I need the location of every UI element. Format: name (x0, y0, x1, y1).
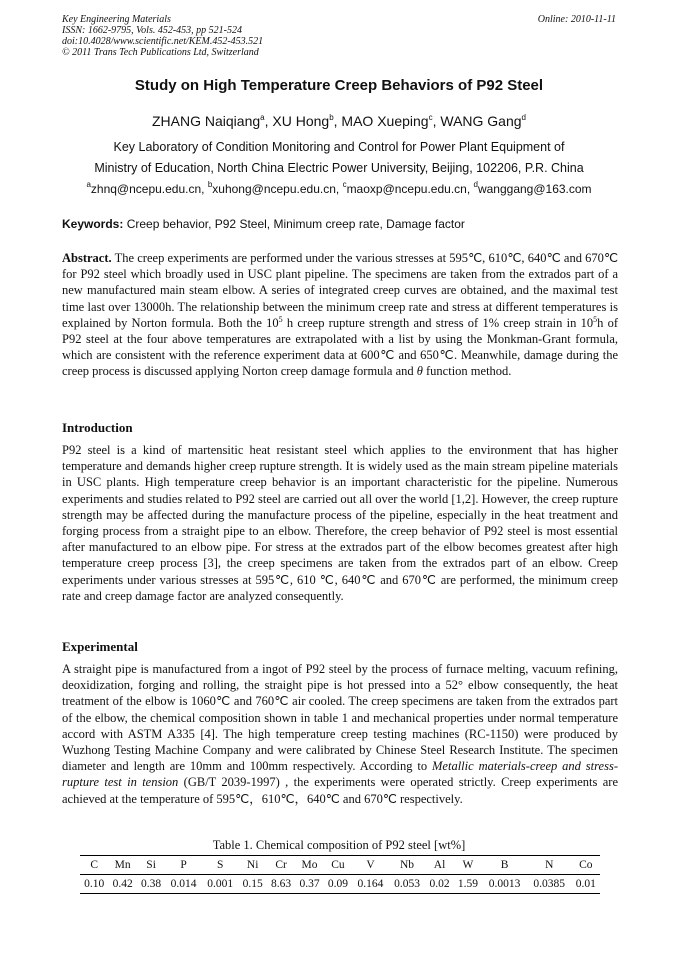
table-cell: 0.0013 (488, 878, 521, 890)
affiliation-line-2: Ministry of Education, North China Electric Power University, Beijing, 102206, P.R. China (94, 161, 584, 175)
email-address: xuhong@ncepu.edu.cn (212, 182, 336, 196)
email-separator: , (335, 182, 343, 196)
table-header-cell: Si (146, 859, 156, 871)
author-name: XU Hong (272, 113, 330, 129)
table-caption: Table 1. Chemical composition of P92 steel [wt%] (212, 838, 466, 852)
standard-title: Metallic materials-creep and stress-rupture test in tension (62, 759, 618, 790)
abstract-text: function method. (422, 364, 512, 379)
table-header-cell: Cr (275, 859, 287, 871)
experimental-text-part: (GB/T 2039-1997) , the experiments were operated strictly. Creep experiments are achieved at the temperature of 595℃，610℃，640℃ and 670℃ respectively. (62, 775, 619, 806)
author-separator: , (264, 113, 273, 129)
email-marker: b (207, 180, 213, 189)
table-header-cell: B (500, 859, 509, 871)
table-cell: 0.38 (141, 878, 162, 890)
table-header-cell: Mn (114, 859, 131, 871)
theta-symbol: θ (416, 364, 423, 379)
table-cell: 8.63 (271, 878, 292, 890)
table-cell: 0.001 (207, 878, 234, 890)
table-row (80, 875, 600, 894)
author-name: ZHANG Naiqiang (151, 113, 261, 129)
table-header-cell: Mo (301, 859, 318, 871)
experimental-text (62, 661, 618, 807)
keywords (62, 217, 618, 231)
email-address: zhnq@ncepu.edu.cn (90, 182, 202, 196)
table-header-cell: Al (433, 859, 446, 871)
table-cell: 0.09 (327, 878, 349, 890)
email-separator: , (201, 182, 208, 196)
table-cell: 0.0385 (533, 878, 566, 890)
email-address: maoxp@ncepu.edu.cn (346, 182, 467, 196)
email-marker: a (86, 180, 91, 189)
email-marker: c (342, 180, 347, 189)
affiliation-line-1: Key Laboratory of Condition Monitoring and Control for Power Plant Equipment of (113, 140, 565, 154)
journal-name: Key Engineering Materials (62, 14, 171, 25)
table-header-cell: C (90, 859, 99, 871)
table-cell: 0.01 (575, 878, 596, 890)
table-cell: 0.053 (394, 878, 420, 890)
author-marker: d (521, 113, 526, 122)
table-header-cell: Co (579, 859, 593, 871)
table-header-cell: N (545, 859, 554, 871)
table-cell: 0.164 (357, 878, 384, 890)
issn-line: ISSN: 1662-9795, Vols. 452-453, pp 521-524 (62, 25, 242, 36)
author-list (0, 113, 678, 129)
abstract-text: The creep experiments are performed under the various stresses at 595℃, 610℃, 640℃ and 670℃ for P92 steel which broadly used in USC plant pipeline. The specimens are taken from the extrados part of a new manufactured main steam elbow. A series of integrated creep curves are obtained, and the maximal test time last over 13000h. The relationship between the minimum creep rate and stress at different temperatures is explained by Norton formula. Both the 10 (62, 251, 618, 330)
introduction-text: P92 steel is a kind of martensitic heat resistant steel which applies to the environment that has higher temperature and demands higher creep rupture strength. It is widely used as the main stream pipeline materials in USC plants. High temperature creep behavior is an important characteristic for the pipeline. Numerous experiments and studies related to P92 steel are carried out all over the world [1,2]. However, the creep rupture strength may be affected during the manufacture process of the pipeline, especially in the heat treatment and forging process from a straight pipe to an elbow. Therefore, the creep behavior of P92 steel is most essential after manufactured to an elbow pipe. For stress at the extrados part of the elbow becomes greatest after high temperature creep process [3], the creep specimens are taken from the extrados part of an elbow. Creep experiments under various stresses at 595℃, 610 ℃, 640℃ and 670℃ are performed, the minimum creep rate and creep damage factor are analyzed consequently. (62, 443, 618, 603)
author-name: MAO Xueping (341, 113, 429, 129)
table-cell: 0.014 (170, 878, 197, 890)
copyright-line: © 2011 Trans Tech Publications Ltd, Switzerland (62, 47, 259, 58)
experimental-heading: Experimental (62, 639, 138, 654)
abstract-text: h creep rupture strength and stress of 1% creep strain in 10 (282, 315, 594, 330)
table-cell: 0.10 (84, 878, 105, 890)
email-address: wanggang@163.com (477, 182, 592, 196)
exponent: 5 (593, 314, 598, 324)
doi-line: doi:10.4028/www.scientific.net/KEM.452-453.521 (62, 36, 264, 47)
table-cell: 0.42 (112, 878, 133, 890)
author-separator: , (432, 113, 441, 129)
paper-title: Study on High Temperature Creep Behaviors of P92 Steel (134, 77, 544, 94)
author-separator: , (333, 113, 342, 129)
email-marker: d (473, 180, 478, 189)
abstract-text: h of P92 steel at the four above temperatures are extrapolated with a list by using the Monkman-Grant formula, which are consistent with the reference experiment data at 600℃ and 650℃. Meanwhile, damage during the creep process is discussed applying Norton creep damage formula and (62, 315, 618, 379)
introduction-heading: Introduction (62, 420, 133, 435)
table-cell: 0.37 (299, 878, 320, 890)
author-marker: a (260, 113, 265, 122)
table-header-cell: Cu (331, 859, 345, 871)
chemical-composition-table (80, 855, 600, 894)
abstract-label: Abstract. (62, 251, 112, 265)
email-separator: , (466, 182, 474, 196)
online-date: Online: 2010-11-11 (537, 14, 616, 25)
keywords-text: Creep behavior, P92 Steel, Minimum creep rate, Damage factor (126, 217, 465, 231)
table-header-cell: Nb (400, 859, 415, 871)
table-header-row (80, 856, 600, 875)
author-marker: b (329, 113, 334, 122)
exponent: 5 (278, 314, 283, 324)
table-header-cell: S (216, 859, 224, 871)
author-marker: c (428, 113, 433, 122)
abstract (62, 250, 618, 380)
table-header-cell: W (462, 859, 474, 871)
table-cell: 0.15 (242, 878, 263, 890)
author-name: WANG Gang (440, 113, 522, 129)
experimental-text-part: A straight pipe is manufactured from a ingot of P92 steel by the process of furnace melting, vacuum refining, deoxidization, forging and rolling, the straight pipe is hot pressed into a 52° elbow consequently, the heat treatment of the elbow is 1060℃ and 760℃ air cooled. The creep specimens are taken from the extrados part of the elbow, the chemical composition shown in table 1 and mechanical properties under normal temperature accord with ASTM A335 [4]. The high temperature creep testing machines (RC-1150) were produced by Wuzhong Testing Machine Company and were calibrated by Chinese Steel Research Institute. The specimen diameter and length are 10mm and 100mm respectively. According to (62, 662, 618, 774)
table-cell: 1.59 (457, 878, 479, 890)
author-emails (0, 182, 678, 196)
table-cell: 0.02 (429, 878, 450, 890)
table-header-cell: V (366, 859, 375, 871)
journal-header (62, 14, 616, 58)
table-header-cell: P (180, 859, 187, 871)
keywords-label: Keywords: (62, 217, 124, 231)
table-header-cell: Ni (246, 859, 259, 871)
